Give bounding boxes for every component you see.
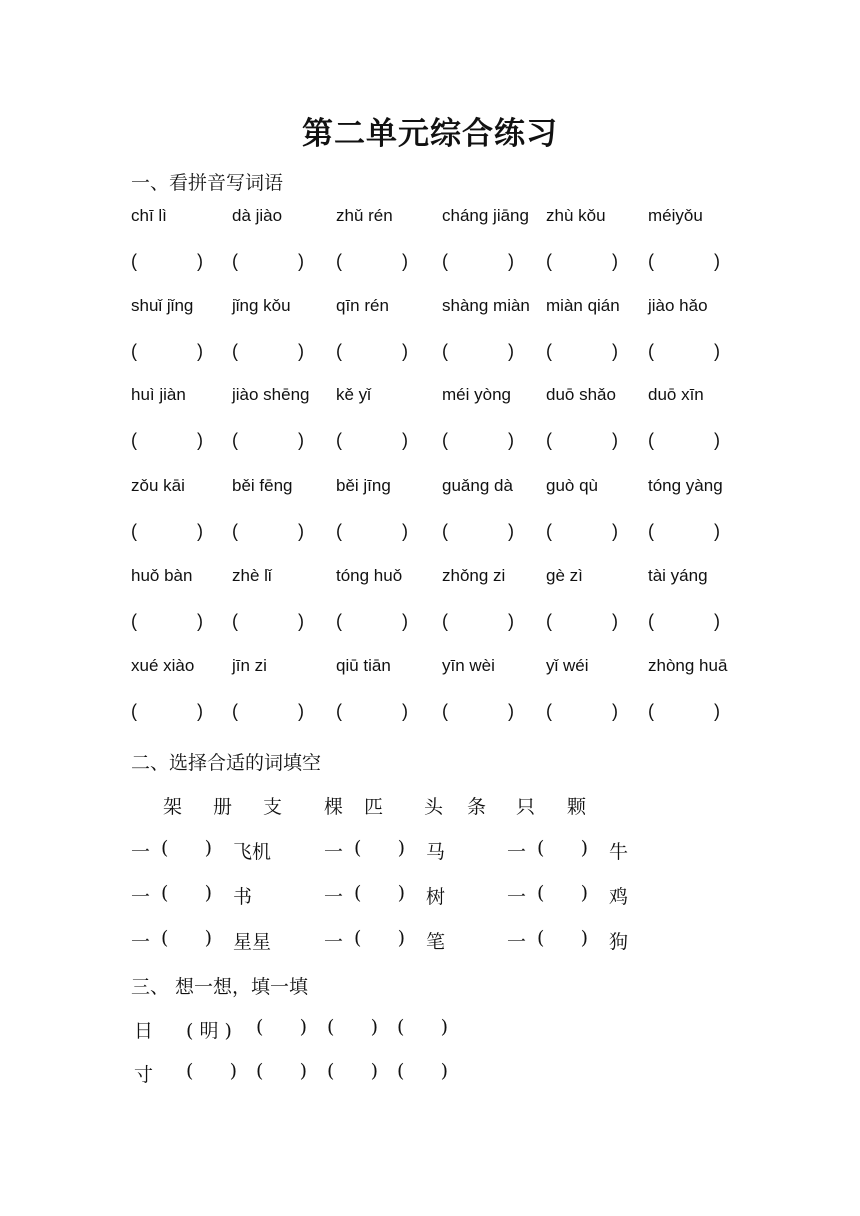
word-option: 条 <box>467 796 487 818</box>
pinyin-word: tài yáng <box>648 566 708 585</box>
pinyin-word: méiyǒu <box>648 206 703 225</box>
noun-word: 星星 <box>233 931 272 953</box>
pinyin-word: zhè lǐ <box>232 566 272 585</box>
pinyin-word: duō xīn <box>648 385 704 404</box>
pinyin-word: běi fēng <box>232 476 293 495</box>
measure-prefix: 一 <box>324 886 344 908</box>
pinyin-word: guǎng dà <box>442 476 513 495</box>
radical-blank: ( ) <box>397 1016 449 1038</box>
section3-heading: 三、 想一想，填一填 <box>131 976 309 998</box>
noun-word: 牛 <box>609 841 629 863</box>
page-title: 第二单元综合练习 <box>302 116 558 152</box>
measure-prefix: 一 <box>324 931 344 953</box>
answer-blank: ( ) <box>648 430 720 450</box>
pinyin-word: zhù kǒu <box>546 206 606 225</box>
pinyin-word: zhòng huā <box>648 656 728 675</box>
answer-blank: ( ) <box>442 521 514 541</box>
answer-blank: ( ) <box>131 701 203 721</box>
word-option: 架 <box>163 796 183 818</box>
measure-prefix: 一 <box>131 886 151 908</box>
pinyin-word: cháng jiāng <box>442 206 529 225</box>
answer-blank: ( ) <box>336 430 408 450</box>
measure-blank: ( ) <box>537 882 589 904</box>
answer-blank: ( ) <box>232 430 304 450</box>
answer-blank: ( ) <box>131 430 203 450</box>
word-option: 只 <box>516 796 536 818</box>
answer-blank: ( ) <box>336 611 408 631</box>
pinyin-word: jīn zi <box>232 656 267 675</box>
measure-blank: ( ) <box>354 882 406 904</box>
answer-blank: ( ) <box>232 341 304 361</box>
measure-blank: ( ) <box>161 882 213 904</box>
answer-blank: ( ) <box>546 251 618 271</box>
pinyin-word: yīn wèi <box>442 656 495 675</box>
radical-answer: ( 明 ) <box>186 1020 232 1042</box>
measure-blank: ( ) <box>537 837 589 859</box>
measure-prefix: 一 <box>131 931 151 953</box>
answer-blank: ( ) <box>232 701 304 721</box>
pinyin-word: tóng yàng <box>648 476 723 495</box>
pinyin-word: méi yòng <box>442 385 511 404</box>
pinyin-word: guò qù <box>546 476 598 495</box>
answer-blank: ( ) <box>546 341 618 361</box>
noun-word: 鸡 <box>609 886 629 908</box>
answer-blank: ( ) <box>131 251 203 271</box>
section2-heading: 二、选择合适的词填空 <box>131 752 322 774</box>
pinyin-word: huì jiàn <box>131 385 186 404</box>
measure-prefix: 一 <box>507 841 527 863</box>
answer-blank: ( ) <box>442 701 514 721</box>
answer-blank: ( ) <box>648 521 720 541</box>
noun-word: 马 <box>426 841 446 863</box>
answer-blank: ( ) <box>336 251 408 271</box>
pinyin-word: qiū tiān <box>336 656 391 675</box>
word-option: 支 <box>263 796 283 818</box>
radical-blank: ( ) <box>256 1060 308 1082</box>
pinyin-word: shuǐ jǐng <box>131 296 194 315</box>
word-option: 头 <box>424 796 444 818</box>
answer-blank: ( ) <box>336 341 408 361</box>
radical-answer: ( ) <box>186 1060 238 1082</box>
word-option: 颗 <box>567 796 587 818</box>
radical-blank: ( ) <box>397 1060 449 1082</box>
noun-word: 飞机 <box>233 841 272 863</box>
answer-blank: ( ) <box>131 341 203 361</box>
answer-blank: ( ) <box>442 430 514 450</box>
pinyin-word: běi jīng <box>336 476 391 495</box>
pinyin-word: zhǒng zi <box>442 566 506 585</box>
answer-blank: ( ) <box>648 251 720 271</box>
measure-prefix: 一 <box>131 841 151 863</box>
pinyin-word: jiào shēng <box>232 385 310 404</box>
answer-blank: ( ) <box>232 611 304 631</box>
measure-blank: ( ) <box>354 927 406 949</box>
answer-blank: ( ) <box>232 251 304 271</box>
pinyin-word: huǒ bàn <box>131 566 193 585</box>
answer-blank: ( ) <box>546 430 618 450</box>
noun-word: 书 <box>233 886 253 908</box>
pinyin-word: qīn rén <box>336 296 389 315</box>
noun-word: 笔 <box>426 931 446 953</box>
noun-word: 树 <box>426 886 446 908</box>
pinyin-word: zhǔ rén <box>336 206 393 225</box>
noun-word: 狗 <box>609 931 629 953</box>
word-option: 匹 <box>364 796 384 818</box>
answer-blank: ( ) <box>336 521 408 541</box>
pinyin-word: chī lì <box>131 206 167 225</box>
measure-blank: ( ) <box>354 837 406 859</box>
answer-blank: ( ) <box>546 521 618 541</box>
measure-blank: ( ) <box>161 837 213 859</box>
measure-blank: ( ) <box>161 927 213 949</box>
radical-char: 寸 <box>134 1064 154 1086</box>
answer-blank: ( ) <box>442 251 514 271</box>
answer-blank: ( ) <box>131 611 203 631</box>
radical-blank: ( ) <box>256 1016 308 1038</box>
answer-blank: ( ) <box>442 611 514 631</box>
section1-heading: 一、看拼音写词语 <box>131 172 284 194</box>
pinyin-word: jǐng kǒu <box>232 296 291 315</box>
pinyin-word: shàng miàn <box>442 296 530 315</box>
answer-blank: ( ) <box>336 701 408 721</box>
pinyin-word: miàn qián <box>546 296 620 315</box>
pinyin-word: xué xiào <box>131 656 195 675</box>
measure-prefix: 一 <box>324 841 344 863</box>
radical-blank: ( ) <box>327 1016 379 1038</box>
answer-blank: ( ) <box>232 521 304 541</box>
answer-blank: ( ) <box>546 701 618 721</box>
pinyin-word: gè zì <box>546 566 583 585</box>
word-option: 棵 <box>324 796 344 818</box>
pinyin-word: jiào hǎo <box>648 296 708 315</box>
answer-blank: ( ) <box>546 611 618 631</box>
pinyin-word: tóng huǒ <box>336 566 403 585</box>
answer-blank: ( ) <box>131 521 203 541</box>
pinyin-word: duō shǎo <box>546 385 616 404</box>
pinyin-word: kě yǐ <box>336 385 371 404</box>
radical-char: 日 <box>134 1020 154 1042</box>
radical-blank: ( ) <box>327 1060 379 1082</box>
answer-blank: ( ) <box>648 701 720 721</box>
pinyin-word: dà jiào <box>232 206 283 225</box>
word-option: 册 <box>213 796 233 818</box>
answer-blank: ( ) <box>442 341 514 361</box>
measure-blank: ( ) <box>537 927 589 949</box>
answer-blank: ( ) <box>648 341 720 361</box>
measure-prefix: 一 <box>507 931 527 953</box>
pinyin-word: yǐ wéi <box>546 656 589 675</box>
pinyin-word: zǒu kāi <box>131 476 185 495</box>
measure-prefix: 一 <box>507 886 527 908</box>
answer-blank: ( ) <box>648 611 720 631</box>
